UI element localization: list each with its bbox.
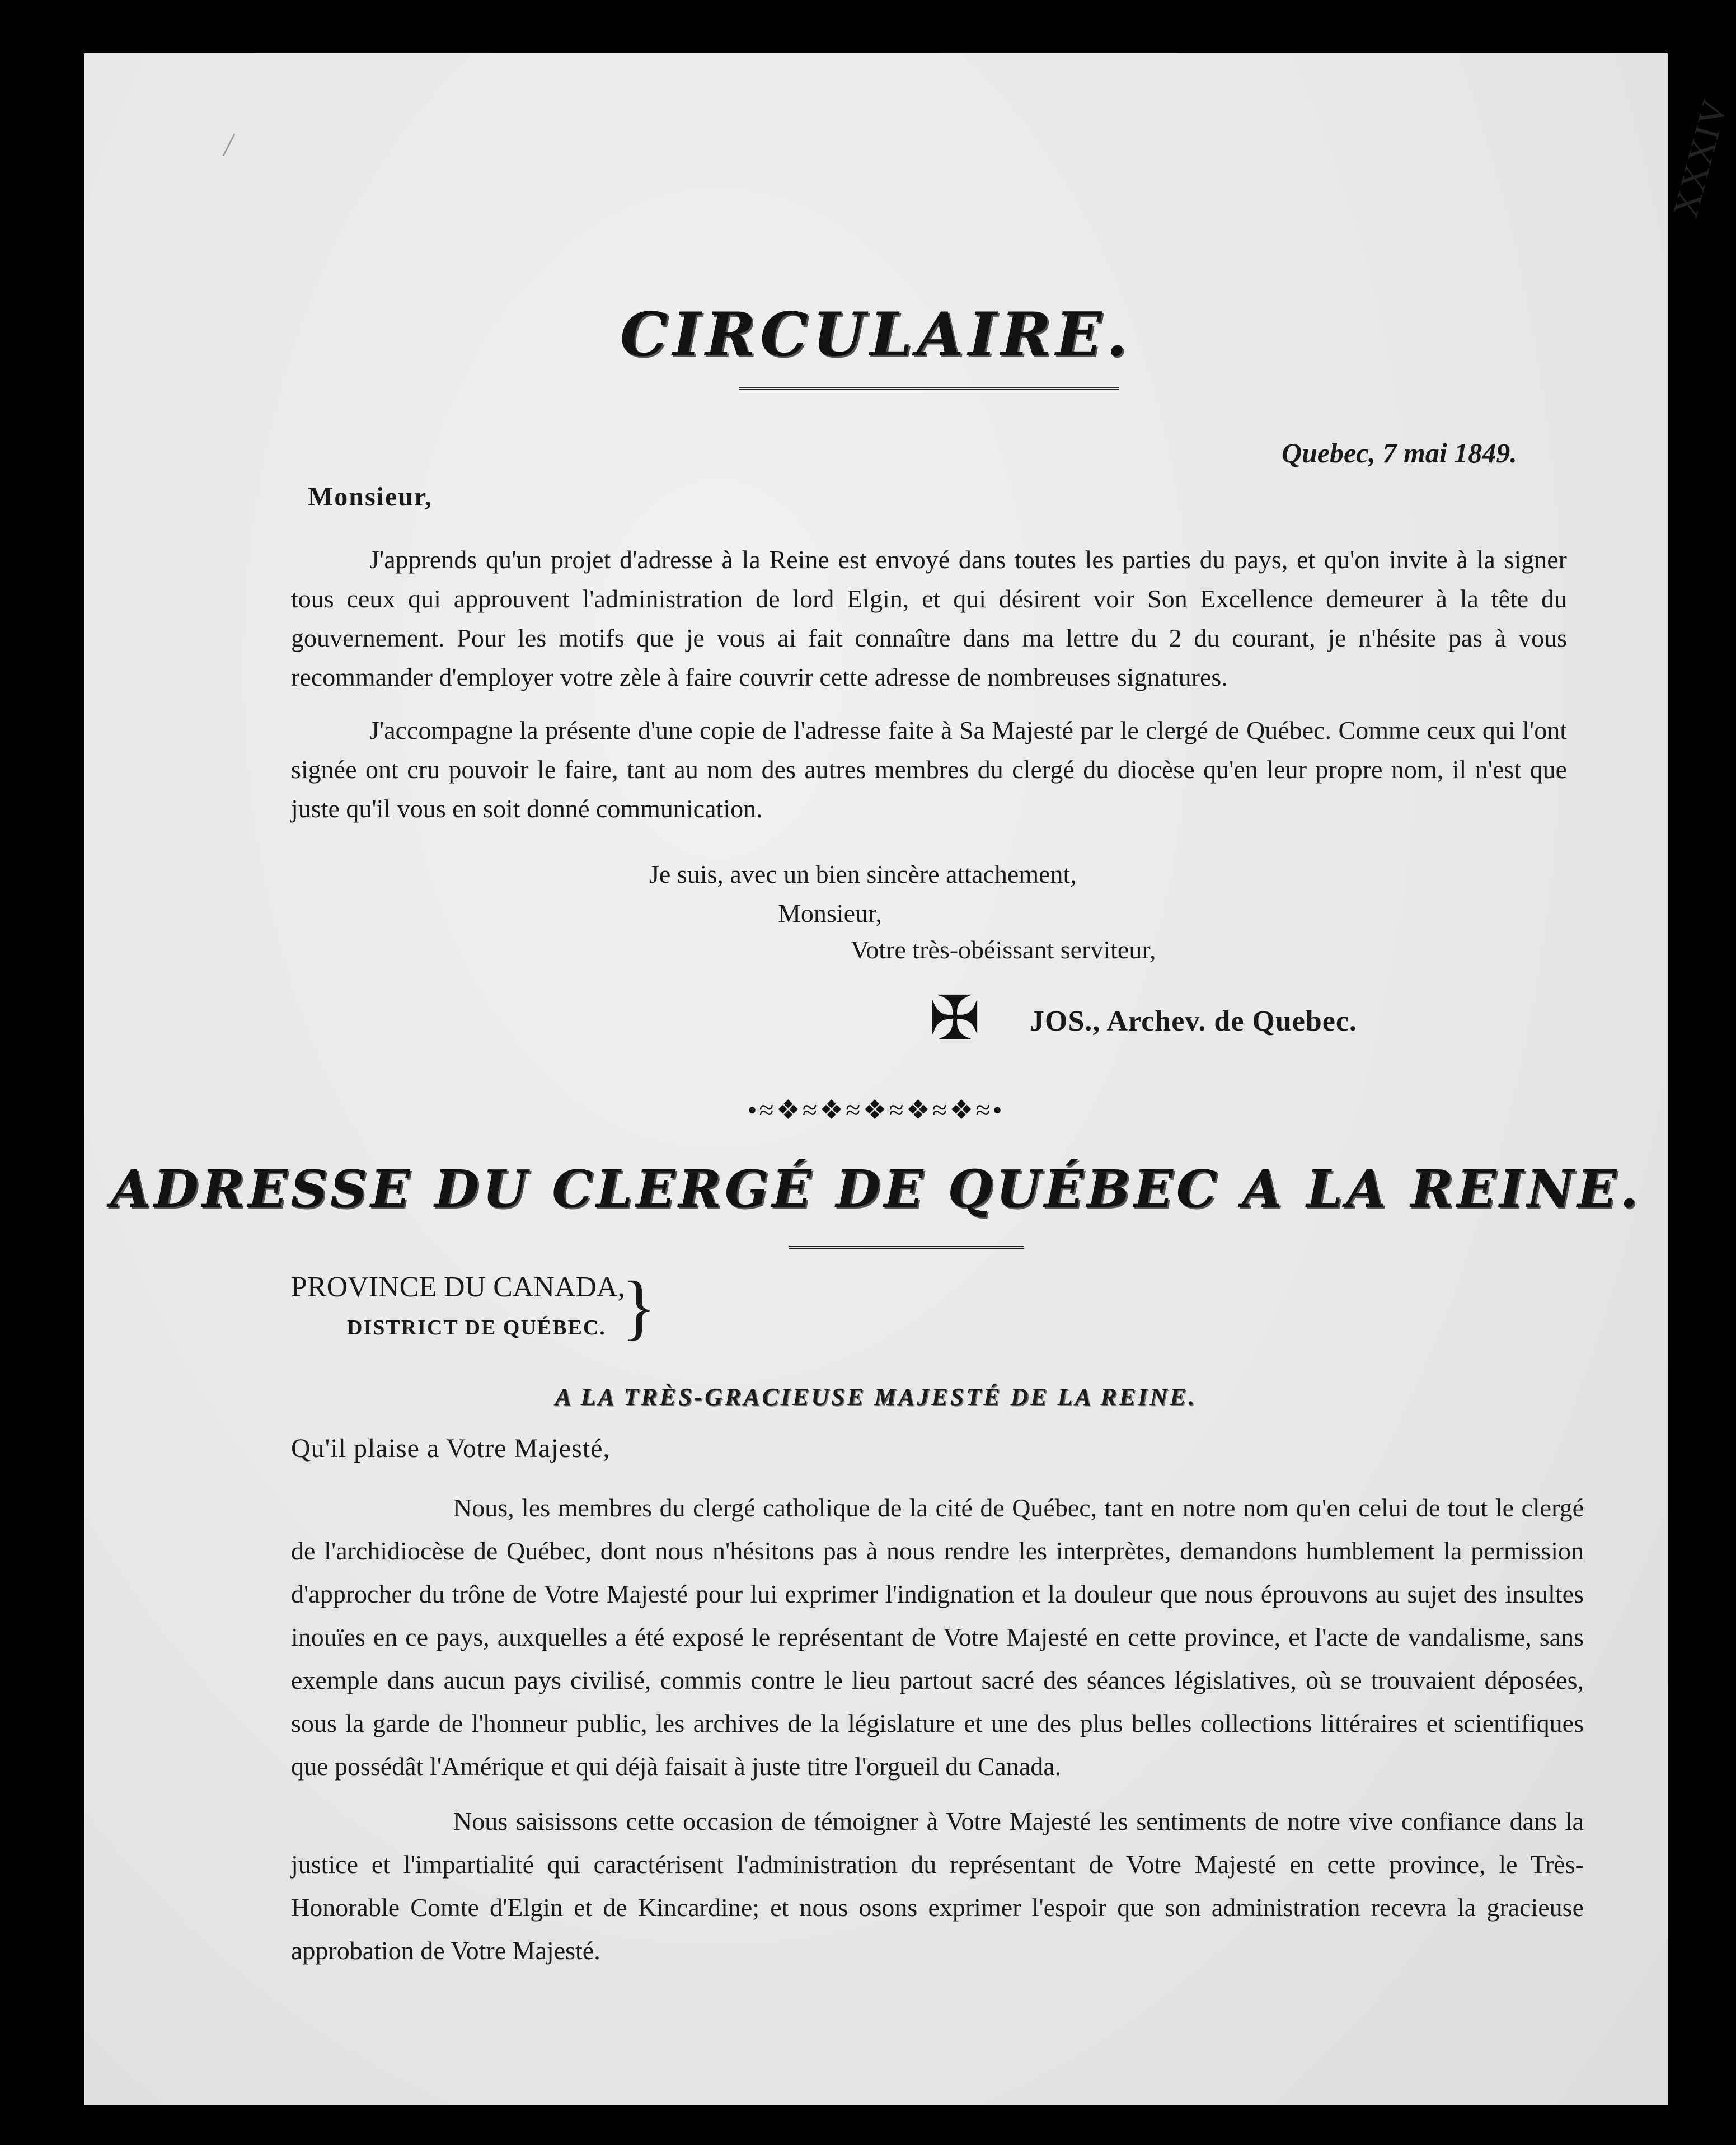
address-subtitle: A LA TRÈS-GRACIEUSE MAJESTÉ DE LA REINE. — [555, 1383, 1197, 1411]
circulaire-title: CIRCULAIRE. — [620, 299, 1132, 370]
letter-date: Quebec, 7 mai 1849. — [1282, 437, 1517, 469]
signature: JOS., Archev. de Quebec. — [1030, 1005, 1357, 1037]
salutation: Monsieur, — [308, 482, 433, 512]
adresse-title-underline — [789, 1243, 1024, 1249]
closing-line-2: Monsieur, — [778, 899, 882, 928]
circulaire-paragraph-2: J'accompagne la présente d'une copie de l'adresse faite à Sa Majesté par le clergé de Québec. Comme ceux qui l'ont signée ont cru pouvoir le faire, tant au nom des autres membres du clergé du diocèse qu'en leur propre nom, il n'est que juste qu'il vous en soit donné communication. — [291, 716, 1567, 823]
document-page — [84, 53, 1735, 2105]
pencil-mark: / — [224, 127, 233, 163]
brace-icon: } — [621, 1267, 656, 1347]
adresse-paragraph-2: Nous saisissons cette occasion de témoigner à Votre Majesté les sentiments de notre vive confiance dans la justice et l'impartialité qui caractérisent l'administration du représentant de Votre Majesté en cette province, le Très-Honorable Comte d'Elgin et de Kincardine; et nous osons exprimer l'espoir que son administration recevra la gracieuse approbation de Votre Majesté. — [291, 1807, 1584, 1965]
closing-line-3: Votre très-obéissant serviteur, — [851, 935, 1156, 964]
ornamental-divider: •≈❖≈❖≈❖≈❖≈❖≈• — [747, 1095, 1005, 1125]
address-greeting: Qu'il plaise a Votre Majesté, — [291, 1434, 611, 1463]
cross-icon: ✠ — [929, 985, 981, 1053]
circulaire-paragraph-1: J'apprends qu'un projet d'adresse à la Reine est envoyé dans toutes les parties du pays, et qu'on invite à la signer tous ceux qui approuvent l'administration de lord Elgin, et qui désirent voir Son Excellence demeurer à la tête du gouvernement. Pour les motifs que je vous ai fait connaître dans ma lettre du 2 du courant, je n'hésite pas à vous recommander d'employer votre zèle à faire couvrir cette adresse de nombreuses signatures. — [291, 545, 1567, 691]
province-heading: PROVINCE DU CANADA, — [291, 1271, 625, 1303]
title-underline — [739, 383, 1119, 390]
adresse-paragraph-1: Nous, les membres du clergé catholique de la cité de Québec, tant en notre nom qu'en celui de tout le clergé de l'archidiocèse de Québec, dont nous n'hésitons pas à nous rendre les interprètes, demandons humblement la permission d'approcher du trône de Votre Majesté pour lui exprimer l'indignation et la douleur que nous éprouvons au sujet des insultes inouïes en ce pays, auxquelles a été exposé le représentant de Votre Majesté en cette province, et l'acte de vandalisme, sans exemple dans aucun pays civilisé, commis contre le lieu partout sacré des séances législatives, où se trouvaient déposées, sous la garde de l'honneur public, les archives de la législature et une des plus belles collections littéraires et scientifiques que possédât l'Amérique et qui déjà faisait à juste titre l'orgueil du Canada. — [291, 1493, 1584, 1781]
margin-annotation: XXXIV — [1665, 94, 1735, 222]
closing-line-1: Je suis, avec un bien sincère attachement, — [649, 860, 1077, 888]
district-heading: DISTRICT DE QUÉBEC. — [347, 1316, 606, 1340]
adresse-title: ADRESSE DU CLERGÉ DE QUÉBEC A LA REINE. — [110, 1159, 1641, 1219]
